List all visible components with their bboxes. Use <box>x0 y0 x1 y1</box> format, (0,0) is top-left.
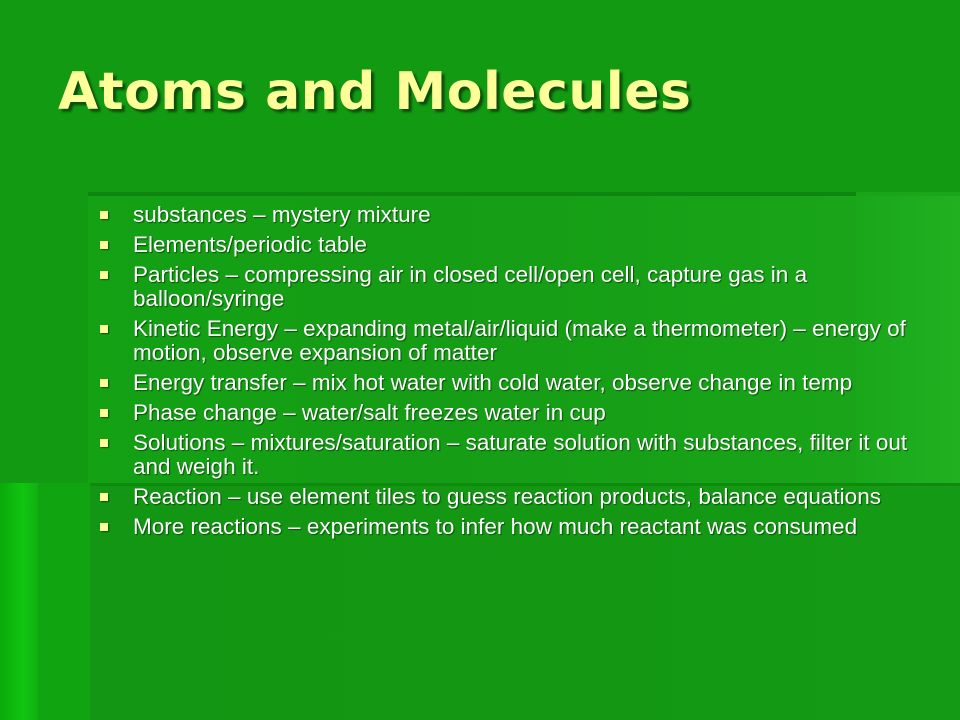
square-bullet-icon <box>100 211 108 219</box>
square-bullet-icon <box>100 325 108 333</box>
bullet-item <box>100 203 920 227</box>
square-bullet-icon <box>100 379 108 387</box>
background-panel-edge <box>88 192 856 196</box>
square-bullet-icon <box>100 409 108 417</box>
bullet-item <box>100 401 920 425</box>
bullet-item <box>100 515 920 539</box>
bullet-text: Energy transfer – mix hot water with cold water, observe change in temp <box>133 370 853 395</box>
bullet-item <box>100 317 920 365</box>
square-bullet-icon <box>100 241 108 249</box>
slide-title: Atoms and Molecules <box>58 62 692 122</box>
square-bullet-icon <box>100 271 108 279</box>
bullet-text: Particles – compressing air in closed cell/open cell, capture gas in a balloon/syringe <box>133 262 808 311</box>
square-bullet-icon <box>100 439 108 447</box>
bullet-item <box>100 485 920 509</box>
bullet-text: Kinetic Energy – expanding metal/air/liquid (make a thermometer) – energy of motion, observe expansion of matter <box>133 316 906 365</box>
bullet-item <box>100 263 920 311</box>
background-left-panel <box>34 483 90 720</box>
bullet-list <box>100 203 920 545</box>
square-bullet-icon <box>100 523 108 531</box>
bullet-text: Solutions – mixtures/saturation – saturate solution with substances, filter it out and weigh it. <box>133 430 908 479</box>
bullet-item <box>100 431 920 479</box>
background-left-strip <box>0 483 38 720</box>
bullet-text: substances – mystery mixture <box>133 202 431 227</box>
bullet-item <box>100 233 920 257</box>
bullet-text: Phase change – water/salt freezes water in cup <box>133 400 606 425</box>
bullet-text: Elements/periodic table <box>133 232 367 257</box>
bullet-text: More reactions – experiments to infer how much reactant was consumed <box>133 514 858 539</box>
square-bullet-icon <box>100 493 108 501</box>
bullet-item <box>100 371 920 395</box>
bullet-text: Reaction – use element tiles to guess reaction products, balance equations <box>133 484 881 509</box>
